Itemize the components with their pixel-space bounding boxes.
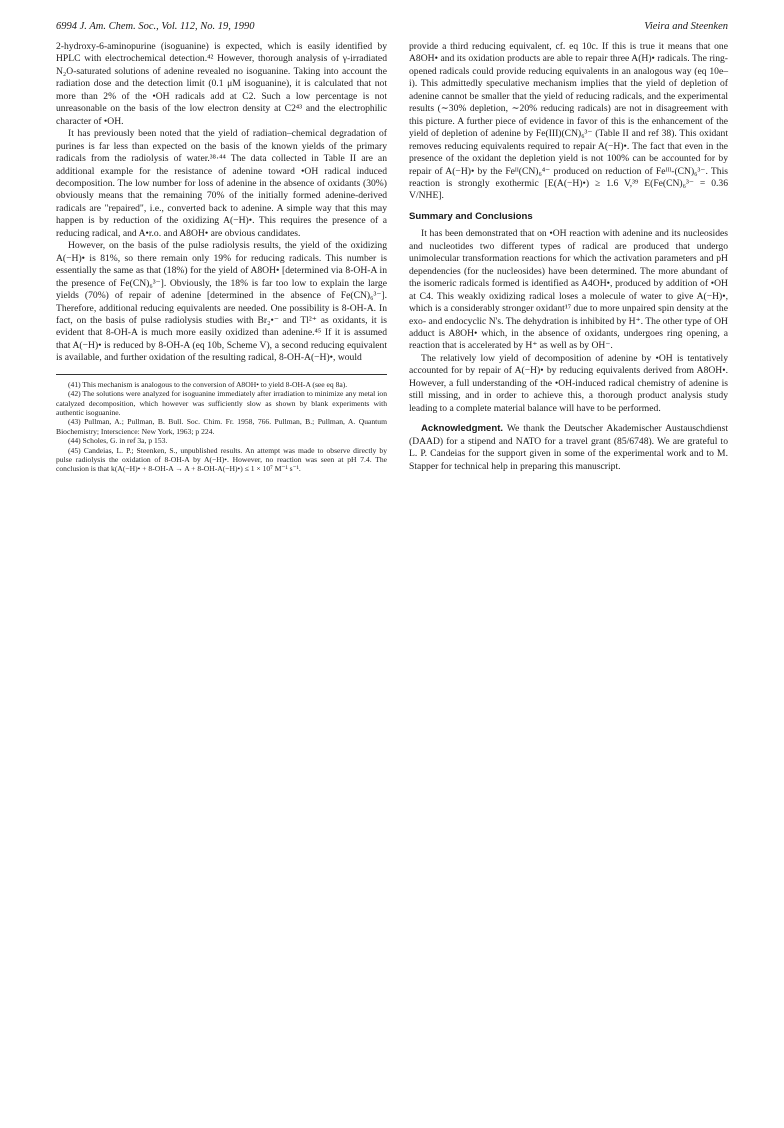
paragraph-degradation-yield: It has previously been noted that the yield of radiation–chemical degradation of purines is far less than expected on the basis of the known yields of the primary radicals from the radiolysis of water.³⁸·⁴⁴ The data collected in Table II are an additional example for the resistance of adenine toward •OH radical induced decomposition. The low number for loss of adenine in the absence of oxidants (30%) obviously means that the remaining 70% of the initially formed adenine-derived radicals are "repaired", i.e., converted back to adenine. A simple way that this may happen is by reduction of the oxidizing A(−H)•. This requires the presence of a reducing radical, and A•r.o. and A8OH• are obvious candidates.: [56, 128, 387, 239]
footnote-42: (42) The solutions were analyzed for isoguanine immediately after irradiation to minimize any metal ion catalyzed decomposition, which however was sufficiently slow as shown by blank experiments with authentic isoguanine.: [56, 389, 387, 417]
footnote-divider: [56, 374, 387, 375]
journal-citation: 6994 J. Am. Chem. Soc., Vol. 112, No. 19, 1990: [56, 21, 255, 32]
footnote-41: (41) This mechanism is analogous to the conversion of A8OH• to yield 8-OH-A (see eq 8a).: [68, 379, 348, 389]
paragraph-isoguanine: 2-hydroxy-6-aminopurine (isoguanine) is expected, which is easily identified by HPLC with electrochemical detection.⁴² However, thorough analysis of γ-irradiated N₂O-saturated solutions of adenine revealed no isoguanine. Taking into account the radiation dose and the detection limit (0.1 μM isoguanine), it is calculated that not more than 2% of the •OH radicals add at C2. Such a low percentage is not unreasonable on the basis of the low electron density at C2⁴³ and the electrophilic character of •OH.: [56, 41, 387, 127]
paragraph-summary-radicals: It has been demonstrated that on •OH reaction with adenine and its nucleosides and nucleotides two different types of radical are produced that undergo unimolecular transformation reactions for which the activation parameters and pH dependencies (for the nucleosides) have been determined. The more abundant of the isomeric radicals formed is identified as A4OH•, produced by addition of •OH at C4. This weakly oxidizing radical loses a molecule of water to give A(−H)•, which is a considerably stronger oxidant¹⁷ due to more unpaired spin density at the exo- and endocyclic N's. The dehydration is inhibited by H⁺. The other type of OH adduct is A8OH• which, in the absence of oxidants, undergoes ring opening, a reaction that is accelerated by H⁺ as well as by OH⁻.: [409, 228, 728, 352]
section-heading-summary: Summary and Conclusions: [409, 210, 533, 222]
acknowledgment-text: We thank the Deutscher Akademischer Austauschdienst (DAAD) for a stipend and NATO for a travel grant (85/6748). We are grateful to L. P. Candeias for the support given in some of the experimental work and to M. Stapper for technical help in preparing this manuscript.: [409, 423, 728, 472]
right-column: [409, 41, 728, 473]
acknowledgment-label: Acknowledgment.: [421, 423, 504, 435]
paragraph-reducing-equivalents: provide a third reducing equivalent, cf. eq 10c. If this is true it means that one A8OH• and its oxidation products are able to repair three A(H)• radicals. The ring-opened radicals could provide reducing equivalents in an analogous way (eq 10e–i). This admittedly speculative mechanism implies that the yield of depletion of adenine cannot be smaller that the yield of reducing radicals, and the experimental results (∼30% depletion, ∼20% reducing radicals) are not in disagreement with this picture. A further piece of evidence in favor of this is the enhancement of the yield of depletion of adenine by Fe(III)(CN)₆³⁻ (Table II and ref 38). This oxidant removes reducing equivalents required to repair A(−H)•. The fact that even in the presence of the oxidant the depletion yield is not 100% can be accounted for by repair of A(−H)• by the Feᴵᴵ(CN)₆⁴⁻ produced on reduction of Feᴵᴵᴵ-(CN)₆³⁻. This reaction is strongly exothermic [E(A(−H)•) ≥ 1.6 V,³⁹ E(Fe(CN)₆³⁻ = 0.36 V/NHE].: [409, 41, 728, 202]
footnote-44: (44) Scholes, G. in ref 3a, p 153.: [68, 436, 168, 446]
footnote-45: (45) Candeias, L. P.; Steenken, S., unpublished results. An attempt was made to observe directly by pulse radiolysis the oxidation of 8-OH-A by A(−H)•. However, no reaction was seen at pH 7.4. The conclusion is that k(A(−H)• + 8-OH-A → A + 8-OH-A(−H)•) ≤ 1 × 10⁷ M⁻¹ s⁻¹.: [56, 445, 387, 474]
paragraph-pulse-radiolysis: However, on the basis of the pulse radiolysis results, the yield of the oxidizing A(−H)• is 81%, so there remain only 19% for reducing radicals. This number is essentially the same as that (18%) for the yield of A8OH• [determined via 8-OH-A in the presence of Fe(CN)₆³⁻]. Obviously, the 18% is far too low to explain the large yields (70%) of repair of adenine [determined in the absence of Fe(CN)₆³⁻]. Therefore, additional reducing equivalents are needed. One possibility is 8-OH-A. In fact, on the basis of pulse radiolysis studies with Br₂•⁻ and Tl²⁺ as oxidants, it is evident that 8-OH-A is much more easily oxidized than adenine.⁴⁵ If it is assumed that A(−H)• is reduced by 8-OH-A (eq 10b, Scheme V), a second reducing equivalent is available, and further oxidation of the resulting radical, 8-OH-A(−H)•, would: [56, 240, 387, 364]
paragraph-summary-decomposition: The relatively low yield of decomposition of adenine by •OH is tentatively accounted for by repair of A(−H)• by reducing equivalents derived from A8OH•. However, a full understanding of the •OH-induced radical chemistry of adenine is still missing, and in order to achieve this, a thorough product analysis study leading to a complete material balance will have to be performed.: [409, 352, 728, 414]
acknowledgment-paragraph: [409, 423, 728, 473]
left-column: [56, 41, 387, 474]
footnote-43: (43) Pullman, A.; Pullman, B. Bull. Soc. Chim. Fr. 1958, 766. Pullman, B.; Pullman, A. Quantum Biochemistry; Interscience: New York, 1963; p 224.: [56, 417, 387, 436]
authors-running-head: Vieira and Steenken: [644, 21, 728, 32]
